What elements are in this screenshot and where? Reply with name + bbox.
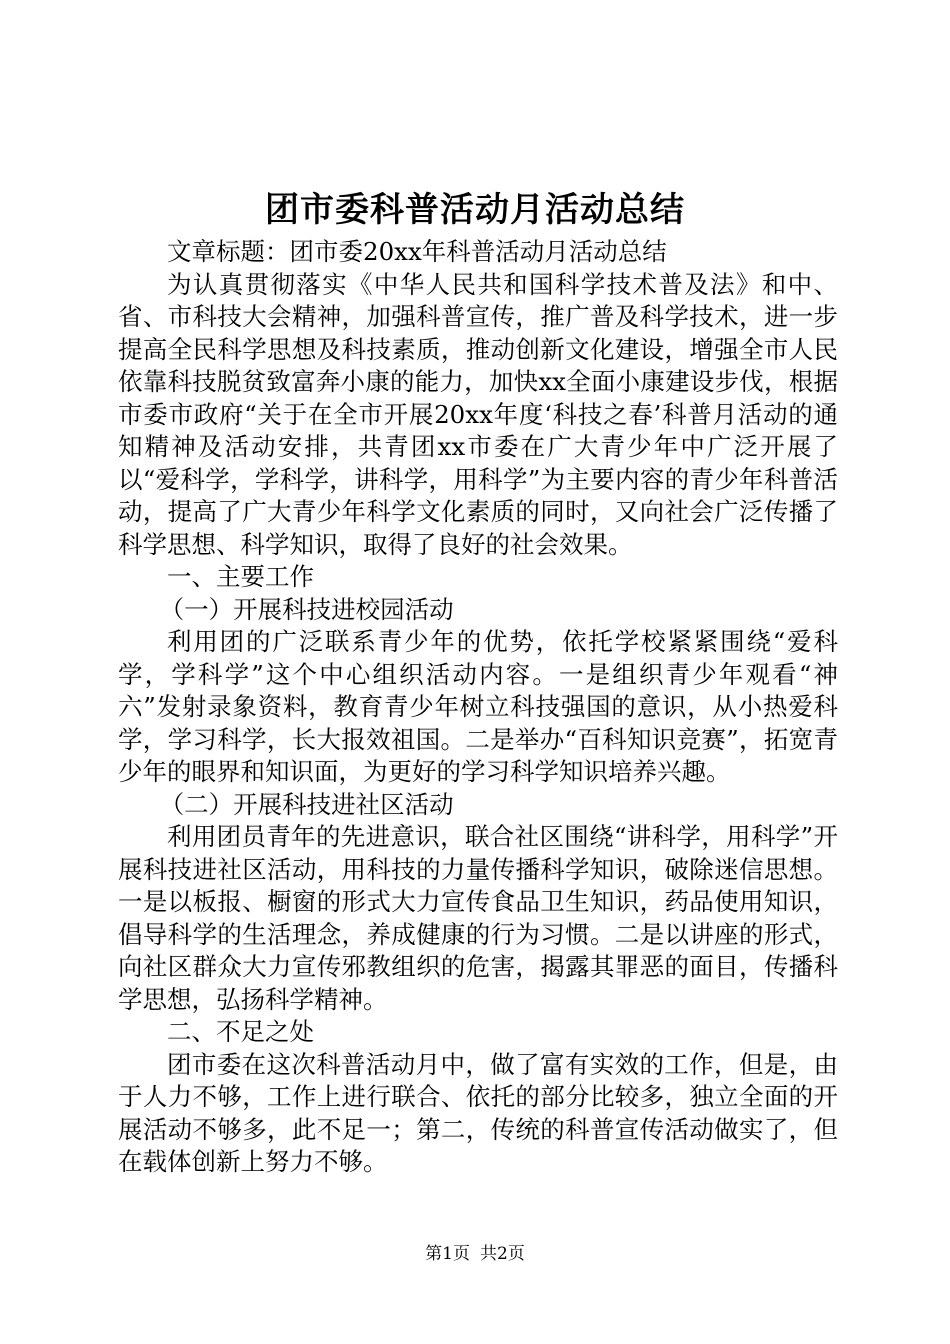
page-footer <box>0 1242 950 1266</box>
section-heading-shortcomings: 二、不足之处 <box>167 1017 314 1046</box>
document-title: 团市委科普活动月活动总结 <box>265 190 685 230</box>
subsection-heading-community: （二）开展科技进社区活动 <box>159 789 454 819</box>
subsection-heading-campus: （一）开展科技进校园活动 <box>159 594 454 624</box>
paragraph-shortcomings: 团市委在这次科普活动月中，做了富有实效的工作，但是，由于人力不够，工作上进行联合、依托的部分比较多，独立全面的开展活动不够多，此不足一；第二，传统的科普宣传活动做实了，但在载体创新上努力不够。 <box>118 1049 838 1176</box>
page-number: 第1页 <box>425 1244 470 1264</box>
page-total: 共2页 <box>480 1244 525 1264</box>
paragraph-article-title: 文章标题：团市委20xx年科普活动月活动总结 <box>167 237 667 266</box>
paragraph-community: 利用团员青年的先进意识，联合社区围绕“讲科学，用科学”开展科技进社区活动，用科技的力量传播科学知识，破除迷信思想。一是以板报、橱窗的形式大力宣传食品卫生知识，药品使用知识，倡导科学的生活理念，养成健康的行为习惯。二是以讲座的形式，向社区群众大力宣传邪教组织的危害，揭露其罪恶的面目，传播科学思想，弘扬科学精神。 <box>118 822 838 1014</box>
paragraph-intro: 为认真贯彻落实《中华人民共和国科学技术普及法》和中、省、市科技大会精神，加强科普宣传，推广普及科学技术，进一步提高全民科学思想及科技素质，推动创新文化建设，增强全市人民依靠科技脱贫致富奔小康的能力，加快xx全面小康建设步伐，根据市委市政府“关于在全市开展20xx年度‘科技之春’科普月活动的通知精神及活动安排，共青团xx市委在广大青少年中广泛开展了以“爱科学，学科学，讲科学，用科学”为主要内容的青少年科普活动，提高了广大青少年科学文化素质的同时，又向社会广泛传播了科学思想、科学知识，取得了良好的社会效果。 <box>118 269 838 559</box>
paragraph-campus: 利用团的广泛联系青少年的优势，依托学校紧紧围绕“爱科学，学科学”这个中心组织活动内容。一是组织青少年观看“神六”发射录象资料，教育青少年树立科技强国的意识，从小热爱科学，学习科学，长大报效祖国。二是举办“百科知识竞赛”，拓宽青少年的眼界和知识面，为更好的学习科学知识培养兴趣。 <box>118 627 838 786</box>
section-heading-main-work: 一、主要工作 <box>167 562 314 591</box>
document-body <box>118 236 838 1179</box>
